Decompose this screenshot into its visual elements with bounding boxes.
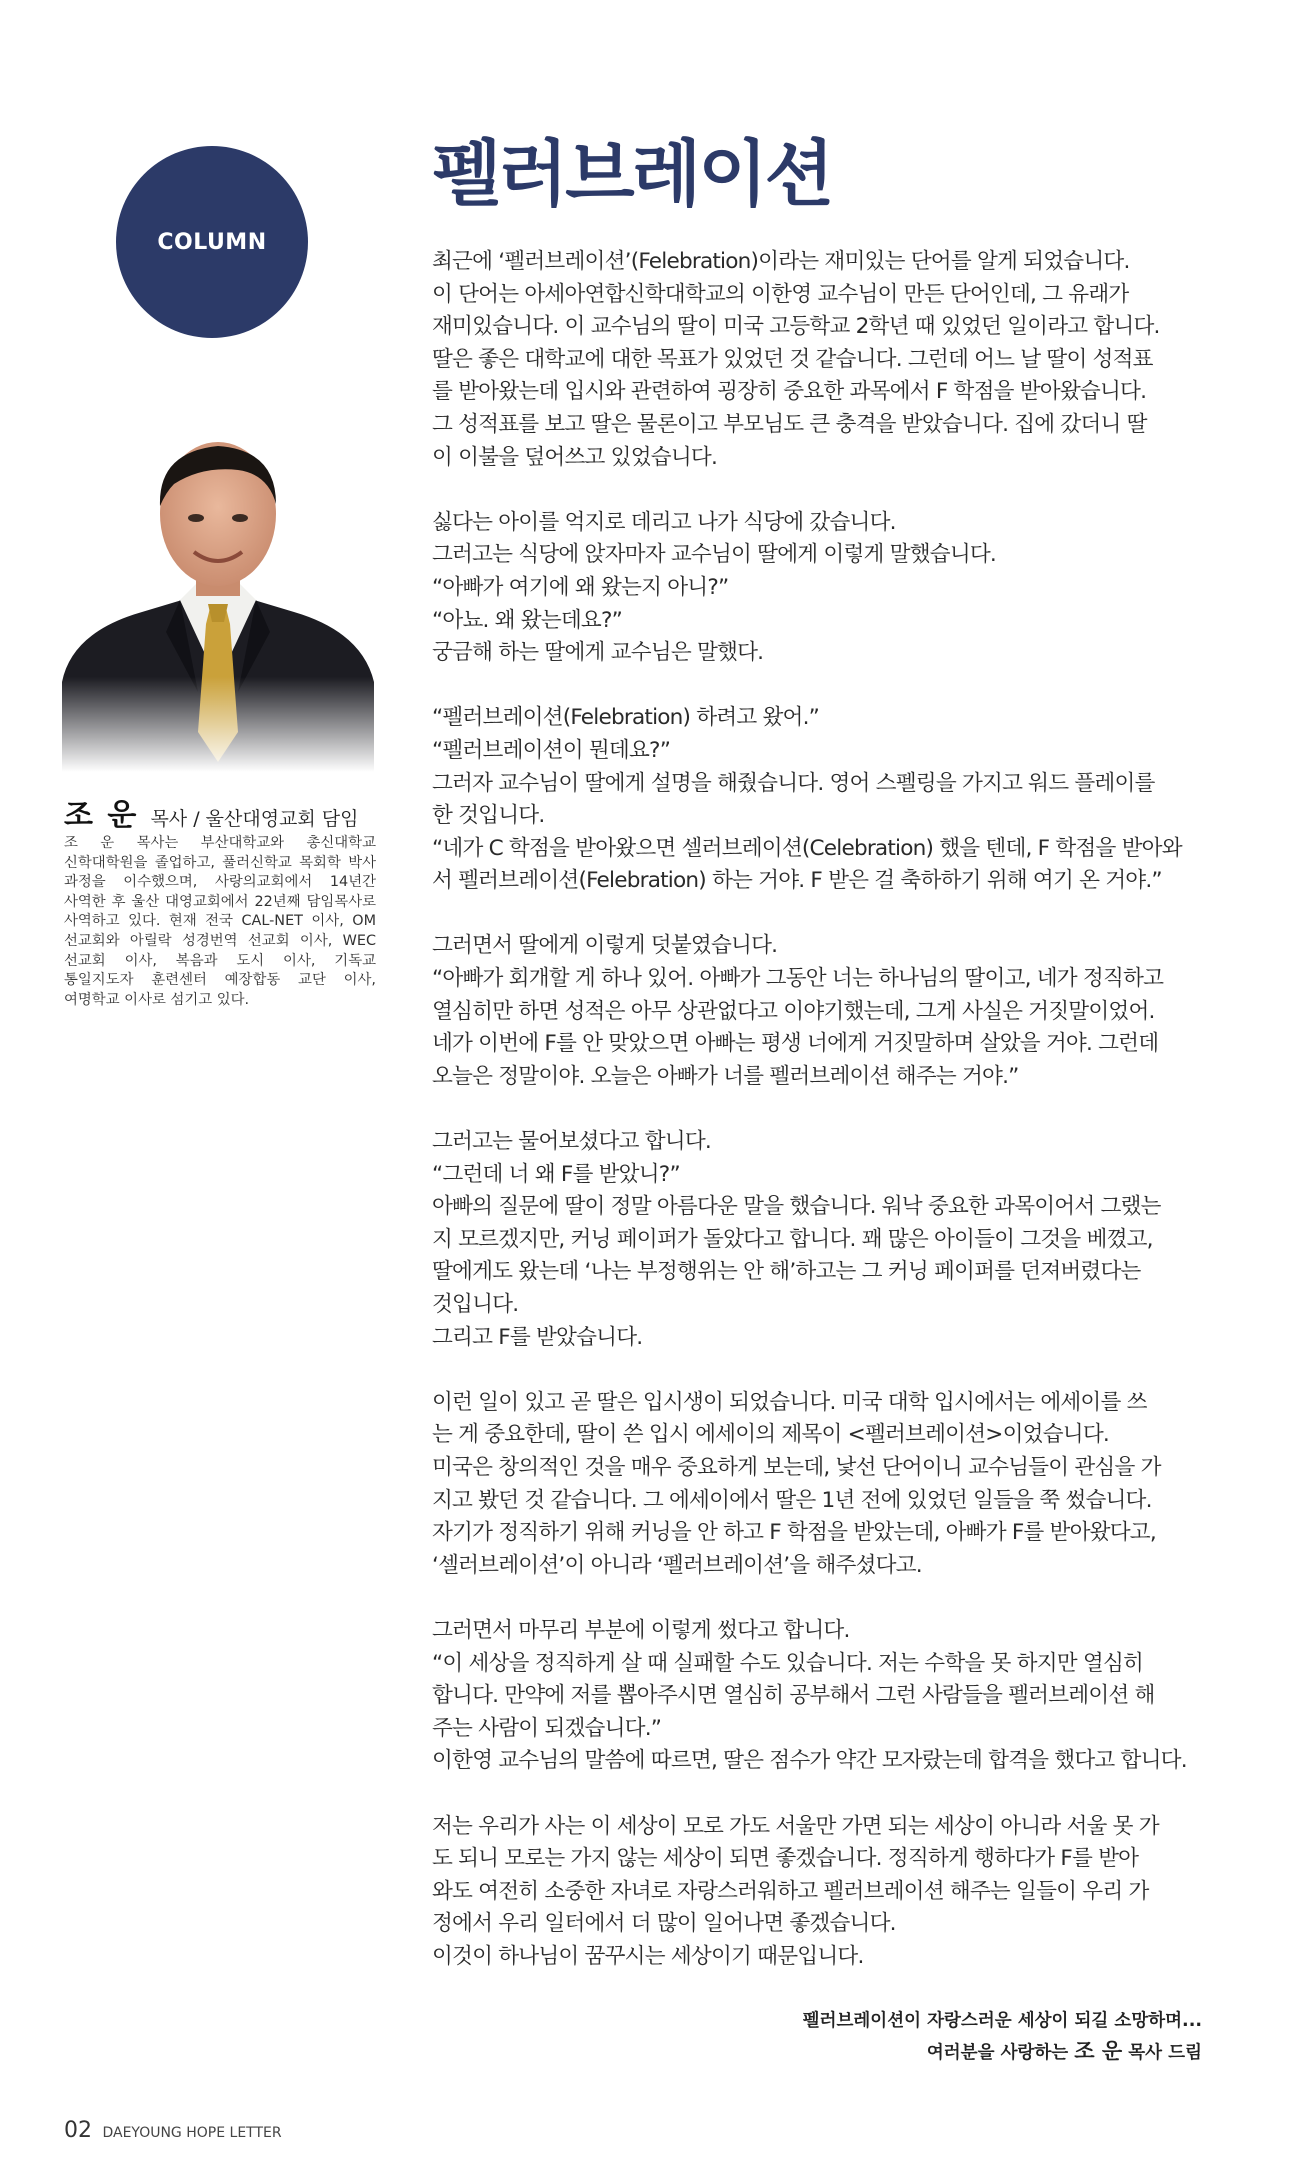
article-line: 이런 일이 있고 곧 딸은 입시생이 되었습니다. 미국 대학 입시에서는 에세이를 쓰 (432, 1389, 1147, 1415)
author-name: 조 운 (64, 798, 139, 833)
article-line: 이한영 교수님의 말씀에 따르면, 딸은 점수가 약간 모자랐는데 합격을 했다고 합니다. (432, 1748, 1187, 1774)
article-paragraph (432, 1615, 1204, 1778)
article-line: 열심히만 하면 성적은 아무 상관없다고 이야기했는데, 그게 사실은 거짓말이었어. (432, 998, 1155, 1024)
article-line: “네가 C 학점을 받아왔으면 셀러브레이션(Celebration) 했을 텐데, F 학점을 받아와 (432, 835, 1182, 861)
article-line: “펠러브레이션이 뭔데요?” (432, 737, 671, 763)
article-line: “아뇨. 왜 왔는데요?” (432, 607, 623, 633)
author-portrait (62, 432, 374, 772)
article-line: 딸은 좋은 대학교에 대한 목표가 있었던 것 같습니다. 그런데 어느 날 딸이 성적표 (432, 346, 1153, 372)
column-badge-label: COLUMN (157, 230, 267, 255)
article-paragraph (432, 1126, 1204, 1354)
article-line: 지고 봤던 것 같습니다. 그 에세이에서 딸은 1년 전에 있었던 일들을 쭉 썼습니다. (432, 1487, 1152, 1513)
signoff-name: 조 운 (1074, 2039, 1123, 2063)
article-title: 펠러브레이션 (432, 132, 832, 216)
signoff-prefix: 여러분을 사랑하는 (926, 2043, 1069, 2063)
article-line: 주는 사람이 되겠습니다.” (432, 1715, 662, 1741)
signoff-suffix: 목사 드림 (1128, 2043, 1202, 2063)
article-line: 서 펠러브레이션(Felebration) 하는 거야. F 받은 걸 축하하기 위해 여기 온 거야.” (432, 868, 1162, 894)
article-paragraph (432, 930, 1204, 1093)
article-line: 도 되니 모로는 가지 않는 세상이 되면 좋겠습니다. 정직하게 행하다가 F를 받아 (432, 1846, 1139, 1872)
article-paragraph (432, 1387, 1204, 1583)
article-line: 것입니다. (432, 1292, 519, 1317)
article-line: 를 받아왔는데 입시와 관련하여 굉장히 중요한 과목에서 F 학점을 받아왔습니다. (432, 379, 1147, 405)
article-line: 그러고는 식당에 앉자마자 교수님이 딸에게 이렇게 말했습니다. (432, 542, 996, 568)
page-number: 02 (64, 2118, 92, 2143)
article-line: 그리고 F를 받았습니다. (432, 1324, 643, 1350)
article-paragraph (432, 246, 1204, 474)
signoff (803, 2006, 1202, 2068)
author-role: 목사 / 울산대영교회 담임 (150, 808, 359, 830)
article-paragraph (432, 507, 1204, 670)
article-line: 한 것입니다. (432, 803, 545, 829)
article-paragraph (432, 1811, 1204, 1974)
article-line: 자기가 정직하기 위해 커닝을 안 하고 F 학점을 받았는데, 아빠가 F를 받아왔다고, (432, 1520, 1156, 1546)
article-body (432, 246, 1204, 2006)
signoff-line-1: 펠러브레이션이 자랑스러운 세상이 되길 소망하며... (802, 2011, 1202, 2031)
article-line: 지 모르겠지만, 커닝 페이퍼가 돌았다고 합니다. 꽤 많은 아이들이 그것을 베꼈고, (432, 1226, 1153, 1252)
article-line: 최근에 ‘펠러브레이션’(Felebration)이라는 재미있는 단어를 알게 되었습니다. (432, 249, 1130, 274)
article-line: 네가 이번에 F를 안 맞았으면 아빠는 평생 너에게 거짓말하며 살았을 거야. 그런데 (432, 1031, 1159, 1057)
article-line: 그러고는 물어보셨다고 합니다. (432, 1129, 711, 1155)
article-line: “아빠가 회개할 게 하나 있어. 아빠가 그동안 너는 하나님의 딸이고, 네가 정직하고 (432, 966, 1164, 992)
article-line: 그러면서 마무리 부분에 이렇게 썼다고 합니다. (432, 1617, 850, 1643)
article-line: 싫다는 아이를 억지로 데리고 나가 식당에 갔습니다. (432, 509, 896, 535)
article-line: 는 게 중요한데, 딸이 쓴 입시 에세이의 제목이 <펠러브레이션>이었습니다. (432, 1422, 1109, 1448)
column-badge (116, 146, 308, 338)
article-line: 합니다. 만약에 저를 뽑아주시면 열심히 공부해서 그런 사람들을 펠러브레이션 해 (432, 1683, 1155, 1709)
article-paragraph (432, 702, 1204, 898)
article-line: 아빠의 질문에 딸이 정말 아름다운 말을 했습니다. 워낙 중요한 과목이어서 그랬는 (432, 1194, 1161, 1220)
article-line: “그런데 너 왜 F를 받았니?” (432, 1161, 680, 1187)
article-line: 정에서 우리 일터에서 더 많이 일어나면 좋겠습니다. (432, 1911, 896, 1937)
signoff-line-2 (803, 2036, 1202, 2068)
publication-name: DAEYOUNG HOPE LETTER (102, 2125, 282, 2141)
article-line: 그러자 교수님이 딸에게 설명을 해줬습니다. 영어 스펠링을 가지고 워드 플레이를 (432, 770, 1155, 796)
article-line: 오늘은 정말이야. 오늘은 아빠가 너를 펠러브레이션 해주는 거야.” (432, 1063, 1019, 1089)
article-line: 딸에게도 왔는데 ‘나는 부정행위는 안 해’하고는 그 커닝 페이퍼를 던져버렸다는 (432, 1259, 1141, 1285)
article-line: 그 성적표를 보고 딸은 물론이고 부모님도 큰 충격을 받았습니다. 집에 갔더니 딸 (432, 411, 1147, 437)
article-line: ‘셀러브레이션’이 아니라 ‘펠러브레이션’을 해주셨다고. (432, 1552, 922, 1578)
article-line: 이 이불을 덮어쓰고 있었습니다. (432, 444, 718, 470)
article-line: “펠러브레이션(Felebration) 하려고 왔어.” (432, 705, 820, 731)
article-line: “아빠가 여기에 왜 왔는지 아니?” (432, 574, 729, 600)
article-line: 미국은 창의적인 것을 매우 중요하게 보는데, 낯선 단어이니 교수님들이 관심을 가 (432, 1454, 1161, 1480)
article-line: 와도 여전히 소중한 자녀로 자랑스러워하고 펠러브레이션 해주는 일들이 우리 가 (432, 1878, 1149, 1904)
article-line: 이 단어는 아세아연합신학대학교의 이한영 교수님이 만든 단어인데, 그 유래가 (432, 281, 1129, 307)
article-line: “이 세상을 정직하게 살 때 실패할 수도 있습니다. 저는 수학을 못 하지만 열심히 (432, 1650, 1144, 1676)
author-name-line (64, 790, 384, 834)
article-line: 저는 우리가 사는 이 세상이 모로 가도 서울만 가면 되는 세상이 아니라 서울 못 가 (432, 1813, 1159, 1839)
article-line: 재미있습니다. 이 교수님의 딸이 미국 고등학교 2학년 때 있었던 일이라고 합니다. (432, 314, 1160, 340)
author-bio: 조 운 목사는 부산대학교와 총신대학교 신학대학원을 졸업하고, 풀러신학교 목회학 박사 과정을 이수했으며, 사랑의교회에서 14년간 사역한 후 울산 대영교회에서 22년째 담임목사로 사역하고 있다. 현재 전국 CAL-NET 이사, OM 선교회와 아릴락 성경번역 선교회 이사, WEC 선교회 이사, 복음과 도시 이사, 기독교 통일지도자 훈련센터 예장합동 교단 이사, 여명학교 이사로 섬기고 있다. (64, 835, 376, 1008)
article-line: 그러면서 딸에게 이렇게 덧붙였습니다. (432, 933, 778, 959)
article-line: 궁금해 하는 딸에게 교수님은 말했다. (432, 640, 764, 666)
page-footer (64, 2118, 282, 2143)
author-portrait-image (62, 432, 374, 772)
article-line: 이것이 하나님이 꿈꾸시는 세상이기 때문입니다. (432, 1943, 864, 1969)
